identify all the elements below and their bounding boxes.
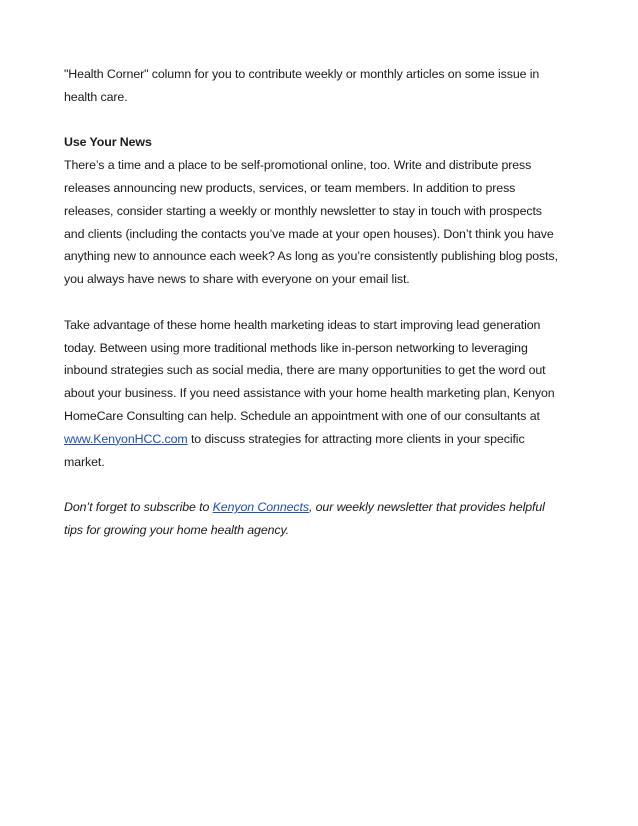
text-line: inbound strategies such as social media, there are many opportunities to get the word out [64, 363, 546, 378]
text-line: releases, consider starting a weekly or monthly newsletter to stay in touch with prospects [64, 203, 542, 218]
text-before-link: Don’t forget to subscribe to [64, 500, 213, 515]
text-line: "Health Corner" column for you to contribute weekly or monthly articles on some issue in [64, 67, 540, 81]
conclusion-paragraph [64, 314, 578, 474]
section-heading: Use Your News [64, 135, 152, 150]
text-line: Take advantage of these home health marketing ideas to start improving lead generation [64, 317, 541, 332]
subscribe-paragraph [64, 496, 578, 542]
text-line: about your business. If you need assistance with your home health marketing plan, Kenyon [64, 386, 555, 401]
use-your-news-section [64, 131, 578, 291]
text-line: you always have news to share with everyone on your email list. [64, 272, 410, 287]
text-line: market. [64, 454, 105, 469]
text-line: releases announcing new products, services, or team members. In addition to press [64, 180, 516, 195]
text-after-link: , our weekly newsletter that provides helpful [308, 500, 545, 515]
text-line: tips for growing your home health agency. [64, 522, 290, 537]
text-after-link: to discuss strategies for attracting more clients in your specific [187, 431, 525, 446]
text-line: anything new to announce each week? As long as you’re consistently publishing blog posts, [64, 249, 558, 264]
text-line: HomeCare Consulting can help. Schedule an appointment with one of our consultants at [64, 408, 540, 423]
kenyonhcc-website-link[interactable]: www.KenyonHCC.com [64, 431, 188, 446]
document-body [64, 63, 578, 565]
text-line: today. Between using more traditional methods like in-person networking to leveraging [64, 340, 528, 355]
text-line: There’s a time and a place to be self-promotional online, too. Write and distribute press [64, 158, 532, 173]
intro-paragraph [64, 63, 578, 109]
text-line-with-link [64, 428, 578, 451]
text-line: and clients (including the contacts you’ve made at your open houses). Don’t think you have [64, 226, 554, 241]
text-line-with-link [64, 496, 578, 519]
kenyon-connects-link[interactable]: Kenyon Connects [212, 500, 309, 515]
text-line: health care. [64, 89, 128, 104]
